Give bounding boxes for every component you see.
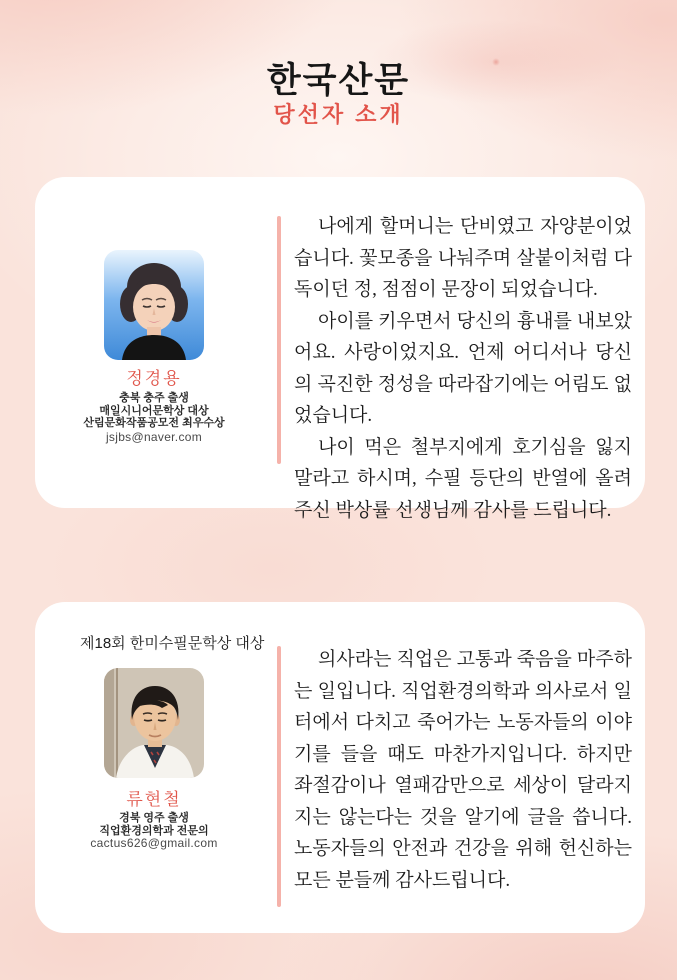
winner-1-credentials: [35, 392, 273, 430]
quote-divider-line: [277, 216, 281, 464]
winner-1-email: jsjbs@naver.com: [105, 430, 203, 444]
credential-line: 직업환경의학과 전문의: [99, 824, 209, 837]
winner-2-name: 류현철: [126, 790, 182, 809]
winner-2-profile-column: [35, 602, 273, 933]
man-portrait-illustration: [104, 668, 204, 778]
woman-portrait-illustration: [104, 250, 204, 360]
bio-paragraph: 나에게 할머니는 단비였고 자양분이었습니다. 꽃모종을 나눠주며 살붙이처럼 다독이던 정, 점점이 문장이 되었습니다.: [294, 216, 632, 300]
quote-divider-line: [277, 646, 281, 907]
winner-1-name: 정경용: [126, 369, 182, 388]
winner-1-portrait-photo: [104, 250, 204, 360]
bio-paragraph: 의사라는 직업은 고통과 죽음을 마주하는 일입니다. 직업환경의학과 의사로서 일터에서 다치고 죽어가는 노동자들의 이야기를 들을 때도 마찬가지입니다. 하지만 좌절감이나 열패감만으로 세상이 달라지지는 않는다는 것을 알기에 글을 씁니다. 노동자들의 안전과 건강을 위해 헌신하는 모든 분들께 감사드립니다.: [294, 649, 632, 891]
credential-line: 매일시니어문학상 대상: [99, 404, 209, 417]
bio-paragraph: 나이 먹은 철부지에게 호기심을 잃지 말라고 하시며, 수필 등단의 반열에 올려주신 박상률 선생님께 감사를 드립니다.: [294, 436, 632, 521]
page-subtitle: 당선자 소개: [273, 102, 404, 127]
winner-2-bio-text: [294, 644, 632, 896]
winner-2-portrait-photo: [104, 668, 204, 778]
credential-line: 산림문화작품공모전 최우수상: [83, 417, 225, 430]
winner-1-profile-column: [35, 177, 273, 508]
winner-2-award-note: 제18회 한미수필문학상 대상: [80, 635, 265, 652]
credential-line: 충북 충주 출생: [119, 392, 189, 404]
winner-2-email: cactus626@gmail.com: [90, 836, 218, 850]
winner-1-bio-text: [294, 211, 632, 526]
site-logo: 한국산문: [266, 61, 411, 100]
credential-line: 경북 영주 출생: [119, 812, 189, 824]
winner-card-1: [35, 177, 645, 521]
winner-card-2: [35, 602, 645, 933]
bio-paragraph: 아이를 키우면서 당신의 흉내를 내보았어요. 사랑이었지요. 언제 어디서나 당신의 곡진한 정성을 따라잡기에는 어림도 없었습니다.: [294, 310, 632, 426]
winner-2-credentials: [35, 812, 273, 837]
